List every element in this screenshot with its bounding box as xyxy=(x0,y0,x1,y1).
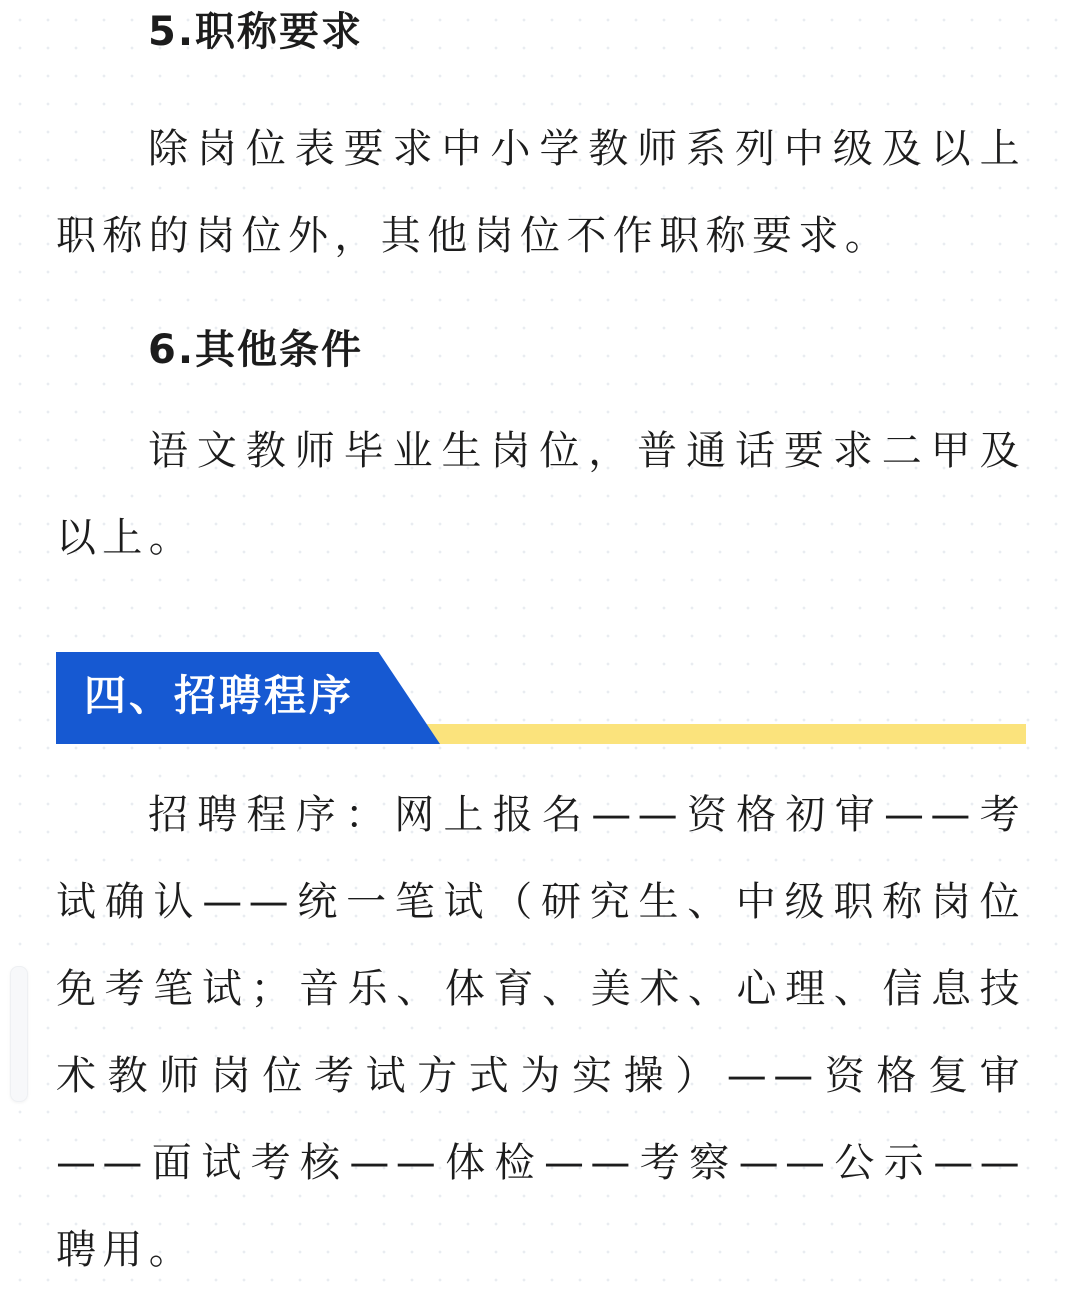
heading-title-requirement: 5.职称要求 xyxy=(148,9,364,55)
section-title: 四、招聘程序 xyxy=(84,671,355,720)
section-banner xyxy=(56,652,1026,744)
article-body xyxy=(56,0,1026,1294)
paragraph-other-conditions: 语文教师毕业生岗位，普通话要求二甲及以上。 xyxy=(56,428,1026,561)
side-scroll-handle[interactable] xyxy=(10,966,28,1102)
heading-other-conditions: 6.其他条件 xyxy=(148,327,364,373)
paragraph-title-requirement: 除岗位表要求中小学教师系列中级及以上职称的岗位外，其他岗位不作职称要求。 xyxy=(56,126,1026,259)
paragraph-recruitment-procedure: 招聘程序：网上报名——资格初审——考试确认——统一笔试（研究生、中级职称岗位免考笔试；音乐、体育、美术、心理、信息技术教师岗位考试方式为实操）——资格复审——面试考核——体检——考察——公示——聘用。 xyxy=(56,792,1026,1273)
